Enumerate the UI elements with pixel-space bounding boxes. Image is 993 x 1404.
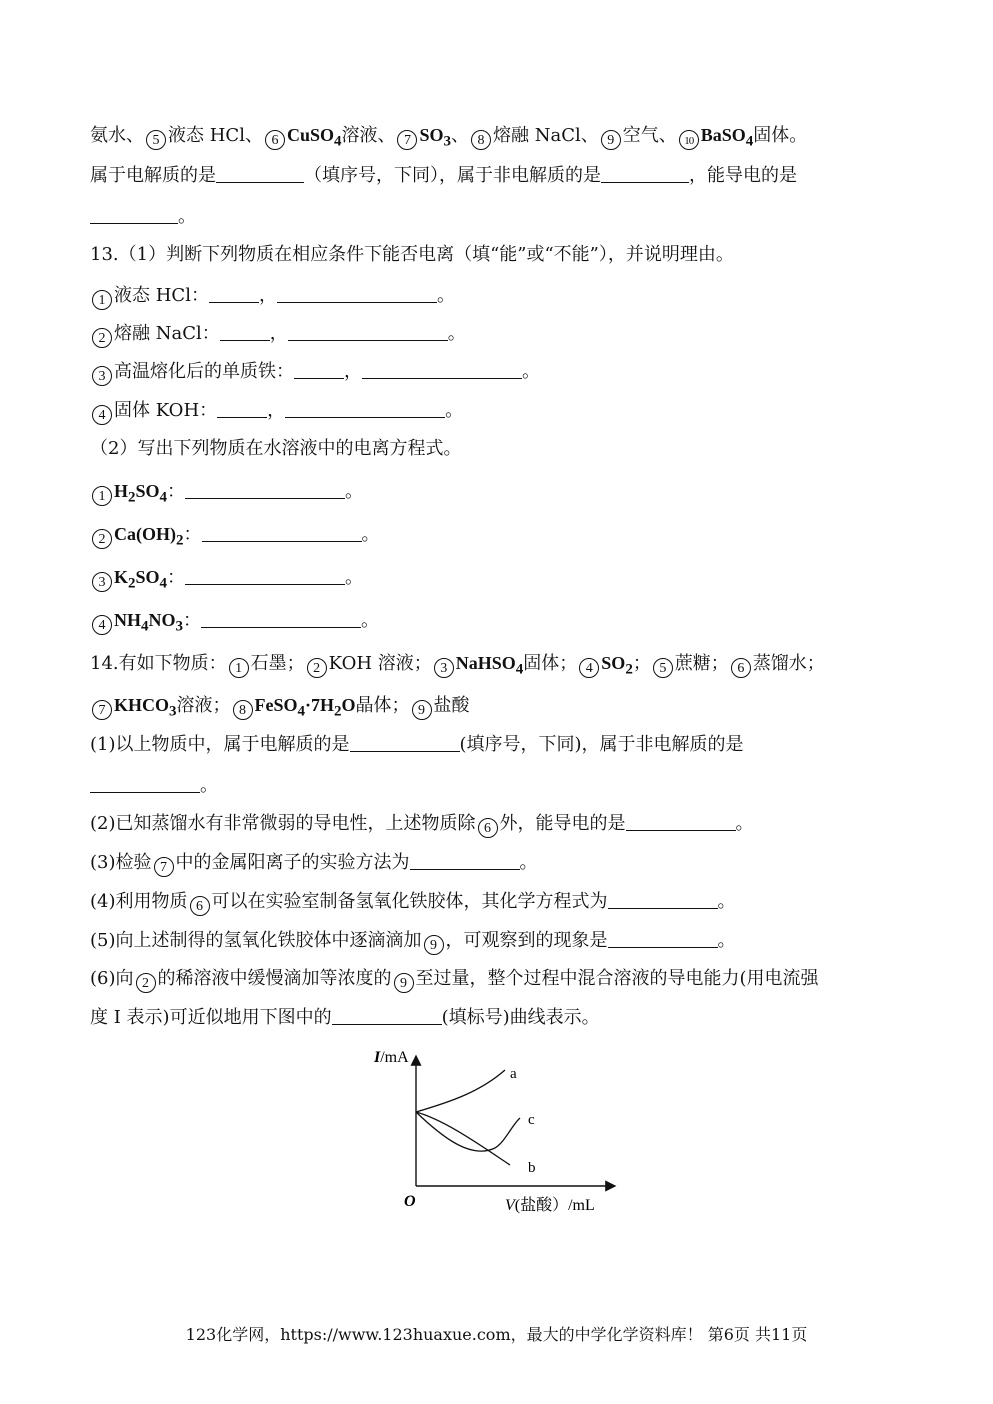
answer-blank[interactable] <box>285 399 445 418</box>
circled-number: 5 <box>653 658 673 678</box>
q13-item-3: 3 高温熔化后的单质铁： ， 。 <box>90 360 540 386</box>
q13-eq-2: 2 $Ca(OH)_2$： 。 <box>90 522 380 553</box>
page-footer: 123化学网，https://www.123huaxue.com，最大的中学化学资料库！ 第6页 共11页 <box>185 1325 808 1344</box>
q14-sub-1: (1)以上物质中，属于电解质的是 (填序号，下同)，属于非电解质的是 <box>90 734 744 755</box>
answer-blank[interactable] <box>332 1006 442 1025</box>
q14-materials-line-1: 14.有如下物质： 1 石墨； 2 KOH 溶液； 3 NaHSO$_4$固体； 4 $SO_2$； 5 蔗糖； 6 蒸馏水； <box>90 653 825 678</box>
current-volume-figure <box>360 1040 630 1220</box>
circled-number: 6 <box>265 130 285 150</box>
circled-number: 7 <box>154 857 174 877</box>
q13-item-4: 4 固体 KOH： ， 。 <box>90 399 463 425</box>
circled-number: 4 <box>579 658 599 678</box>
circled-number: 3 <box>92 572 112 592</box>
q14-sub-5: (5)向上述制得的氢氧化铁胶体中逐滴滴加 9 ，可观察到的现象是 。 <box>90 930 736 953</box>
answer-blank[interactable] <box>362 360 522 379</box>
answer-blank[interactable] <box>185 480 345 499</box>
circled-number: 5 <box>146 130 166 150</box>
circled-number: 8 <box>233 700 253 720</box>
circled-number: 2 <box>92 529 112 549</box>
answer-blank[interactable] <box>608 929 718 948</box>
circled-number: 7 <box>397 130 417 150</box>
q13-eq-4: 4 $NH_4NO_3$： 。 <box>90 608 379 639</box>
curve-c-label: c <box>528 1112 535 1128</box>
circled-number: 10 <box>679 130 699 150</box>
circled-number: 1 <box>92 486 112 506</box>
circled-number: 9 <box>412 700 432 720</box>
circled-number: 1 <box>92 290 112 310</box>
answer-blank[interactable] <box>288 322 448 341</box>
circled-number: 2 <box>92 328 112 348</box>
q13-eq-1: 1 $H_2SO_4$： 。 <box>90 479 363 510</box>
answer-blank[interactable] <box>626 812 736 831</box>
answer-blank[interactable] <box>202 523 362 542</box>
q14-sub-1-cont: 。 <box>90 774 218 798</box>
answer-blank[interactable] <box>410 851 520 870</box>
curve-b <box>416 1112 510 1165</box>
answer-blank[interactable] <box>601 164 689 183</box>
q14-sub-2: (2)已知蒸馏水有非常微弱的导电性，上述物质除 6 外，能导电的是 。 <box>90 813 754 836</box>
answer-blank[interactable] <box>277 284 437 303</box>
y-axis-label: I/mA <box>374 1049 409 1066</box>
q14-sub-3: (3)检验 7 中的金属阳离子的实验方法为 。 <box>90 852 538 875</box>
circled-number: 8 <box>471 130 491 150</box>
q13-title: 13.（1）判断下列物质在相应条件下能否电离（填“能”或“不能”），并说明理由。 <box>90 244 734 265</box>
q13-item-2: 2 熔融 NaCl： ， 。 <box>90 322 466 348</box>
answer-blank[interactable] <box>608 890 718 909</box>
answer-blank[interactable] <box>209 284 259 303</box>
q14-sub-6: (6)向 2 的稀溶液中缓慢滴加等浓度的 9 至过量，整个过程中混合溶液的导电能力(用电流强 <box>90 968 819 991</box>
answer-blank[interactable] <box>216 164 304 183</box>
curve-b-label: b <box>528 1160 536 1176</box>
circled-number: 1 <box>229 658 249 678</box>
circled-number: 6 <box>731 658 751 678</box>
curve-a <box>416 1070 505 1112</box>
answer-blank[interactable] <box>185 566 345 585</box>
circled-number: 6 <box>190 896 210 916</box>
circled-number: 9 <box>601 130 621 150</box>
q12-options-line: 氨水、 5 液态 HCl、 6 CuSO$_4$溶液、 7 $SO_3$、 8 熔融 NaCl、 9 空气、 10 BaSO$_4$固体。 <box>90 125 808 150</box>
circled-number: 2 <box>136 973 156 993</box>
q12-answer-line: 。 <box>90 205 196 229</box>
circled-number: 6 <box>478 818 498 838</box>
circled-number: 4 <box>92 405 112 425</box>
circled-number: 9 <box>424 935 444 955</box>
answer-blank[interactable] <box>90 774 200 793</box>
q13-eq-3: 3 $K_2SO_4$： 。 <box>90 565 363 596</box>
circled-number: 3 <box>92 366 112 386</box>
answer-blank[interactable] <box>217 399 267 418</box>
answer-blank[interactable] <box>201 609 361 628</box>
circled-number: 2 <box>307 658 327 678</box>
q12-question-line: 属于电解质的是 （填序号，下同），属于非电解质的是 ，能导电的是 <box>90 165 797 186</box>
origin-label: O <box>404 1193 416 1210</box>
q13-part2-title: （2）写出下列物质在水溶液中的电离方程式。 <box>90 438 462 459</box>
circled-number: 3 <box>434 658 454 678</box>
q14-sub-4: (4)利用物质 6 可以在实验室制备氢氧化铁胶体，其化学方程式为 。 <box>90 891 736 914</box>
q14-sub-6-cont: 度 I 表示)可近似地用下图中的 (填标号)曲线表示。 <box>90 1007 600 1028</box>
curve-a-label: a <box>510 1066 517 1082</box>
answer-blank[interactable] <box>220 322 270 341</box>
x-axis-label: V(盐酸）/mL <box>505 1197 595 1214</box>
circled-number: 9 <box>394 973 414 993</box>
q14-materials-line-2: 7 $KHCO_3$溶液； 8 $FeSO_4\cdot 7H_2O$晶体； 9 盐酸 <box>90 693 470 724</box>
circled-number: 7 <box>92 700 112 720</box>
q13-item-1: 1 液态 HCl： ， 。 <box>90 284 455 310</box>
answer-blank[interactable] <box>350 733 460 752</box>
circled-number: 4 <box>92 615 112 635</box>
answer-blank[interactable] <box>294 360 344 379</box>
answer-blank[interactable] <box>90 205 178 224</box>
